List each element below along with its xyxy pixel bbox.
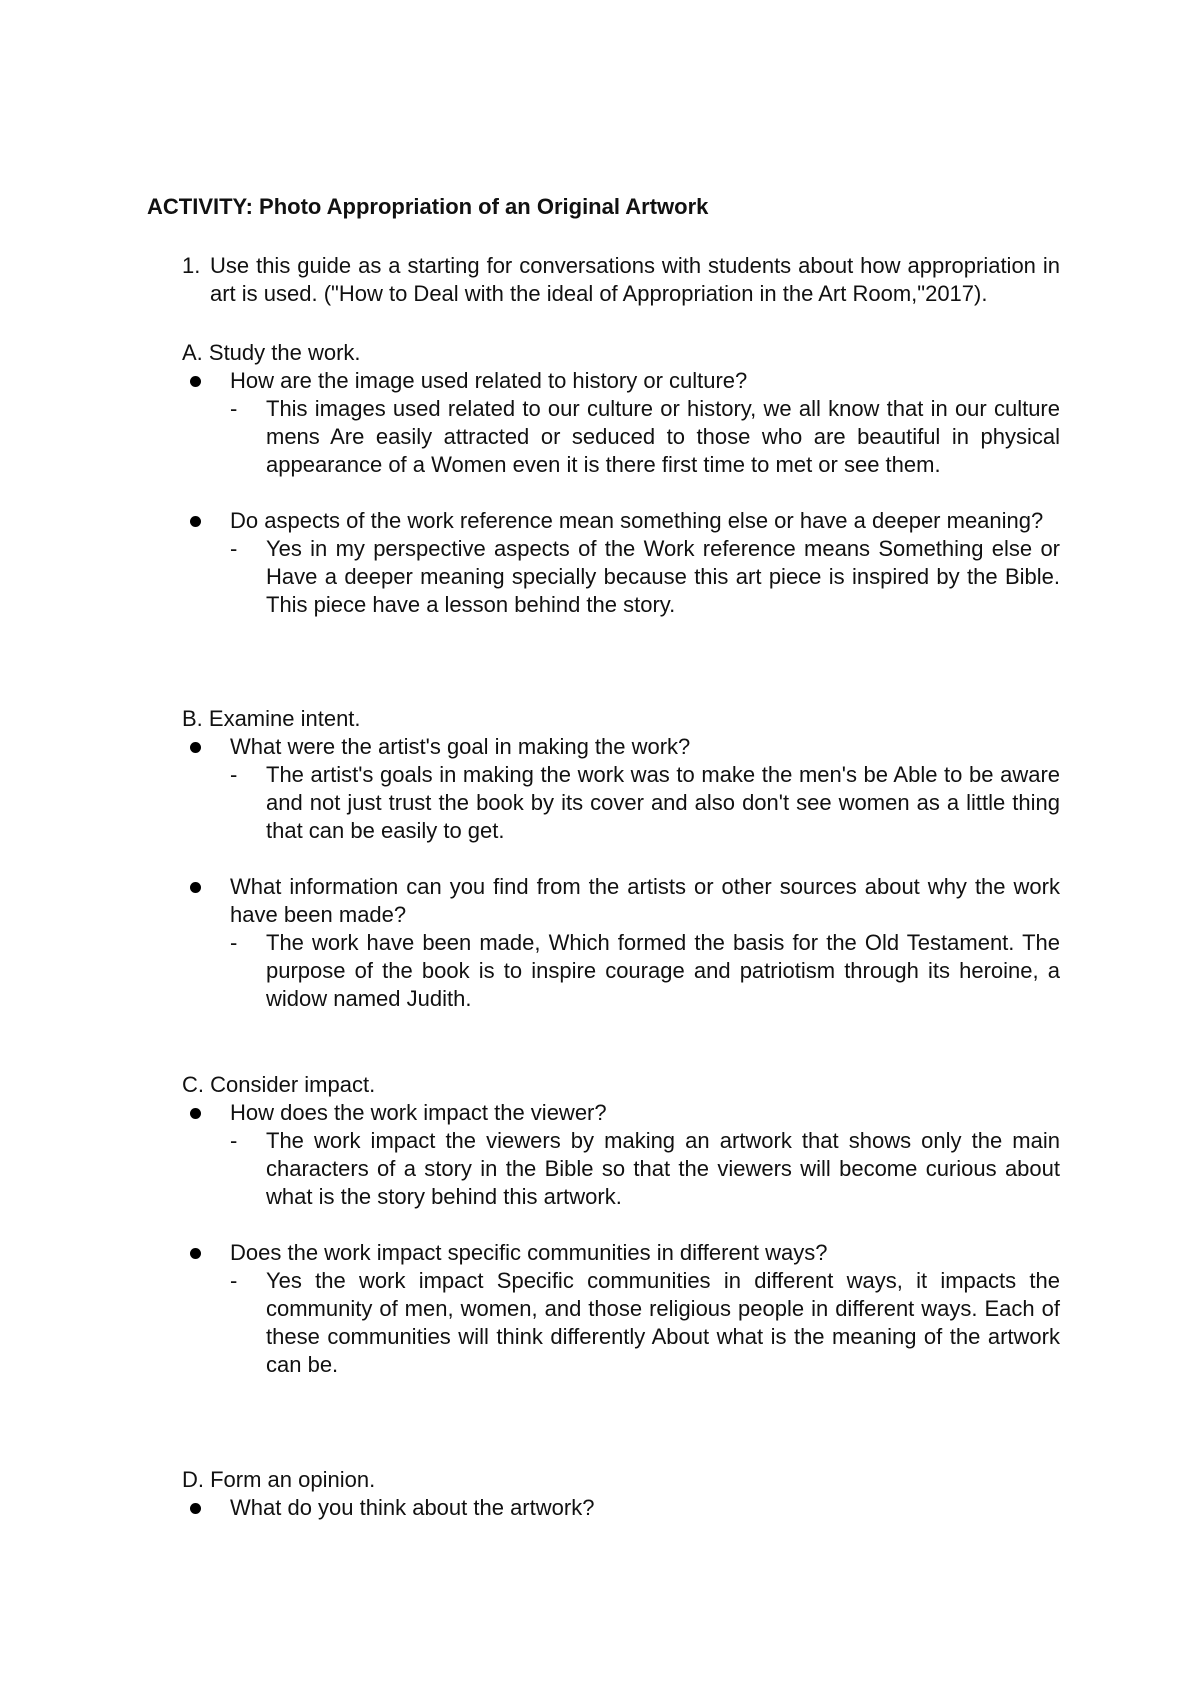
answer-item <box>182 1127 1060 1211</box>
intro-item <box>182 252 1060 308</box>
section-c <box>182 1071 1060 1379</box>
bullet-icon <box>190 376 201 387</box>
section-d-heading: D. Form an opinion. <box>182 1467 376 1492</box>
answer-text: The work have been made, Which formed the basis for the Old Testament. The purpose of the book is to inspire courage and patriotism through its heroine, a widow named Judith. <box>266 930 1060 1011</box>
question-text: What were the artist's goal in making the work? <box>230 734 691 759</box>
answer-text: The artist's goals in making the work was to make the men's be Able to be aware and not just trust the book by its cover and also don't see women as a little thing that can be easily to get. <box>266 762 1060 843</box>
question-item <box>182 873 1060 929</box>
answer-item <box>182 1267 1060 1379</box>
bullet-icon <box>190 1503 201 1514</box>
dash-marker: - <box>230 930 238 955</box>
answer-item <box>182 929 1060 1013</box>
section-b-heading: B. Examine intent. <box>182 706 361 731</box>
section-a-heading: A. Study the work. <box>182 340 361 365</box>
section-c-heading: C. Consider impact. <box>182 1072 376 1097</box>
question-text: Do aspects of the work reference mean something else or have a deeper meaning? <box>230 508 1044 533</box>
dash-marker: - <box>230 396 238 421</box>
intro-number: 1. <box>182 253 201 278</box>
bullet-icon <box>190 516 201 527</box>
question-item <box>182 1239 1060 1267</box>
answer-text: This images used related to our culture or history, we all know that in our culture mens Are easily attracted or seduced to those who are beautiful in physical appearance of a Women even it is there first time to met or see them. <box>266 396 1060 477</box>
page-title: ACTIVITY: Photo Appropriation of an Original Artwork <box>147 194 709 219</box>
question-item <box>182 1494 1060 1522</box>
answer-text: The work impact the viewers by making an artwork that shows only the main characters of a story in the Bible so that the viewers will become curious about what is the story behind this artwork. <box>266 1128 1060 1209</box>
dash-marker: - <box>230 762 238 787</box>
dash-marker: - <box>230 536 238 561</box>
answer-item <box>182 761 1060 845</box>
section-d <box>182 1466 1060 1522</box>
bullet-icon <box>190 882 201 893</box>
question-text: How are the image used related to history or culture? <box>230 368 748 393</box>
dash-marker: - <box>230 1268 238 1293</box>
question-item <box>182 367 1060 395</box>
question-text: What do you think about the artwork? <box>230 1495 595 1520</box>
intro-text: Use this guide as a starting for conversations with students about how appropriation in art is used. ("How to Deal with the ideal of Appropriation in the Art Room,"2017). <box>210 253 1060 306</box>
question-text: Does the work impact specific communities in different ways? <box>230 1240 828 1265</box>
bullet-icon <box>190 1248 201 1259</box>
section-b <box>182 705 1060 1013</box>
bullet-icon <box>190 742 201 753</box>
question-text: How does the work impact the viewer? <box>230 1100 607 1125</box>
bullet-icon <box>190 1108 201 1119</box>
answer-text: Yes in my perspective aspects of the Work reference means Something else or Have a deeper meaning specially because this art piece is inspired by the Bible. This piece have a lesson behind the story. <box>266 536 1060 617</box>
answer-item <box>182 535 1060 619</box>
answer-text: Yes the work impact Specific communities in different ways, it impacts the community of men, women, and those religious people in different ways. Each of these communities will think differently About what is the meaning of the artwork can be. <box>266 1268 1060 1377</box>
section-a <box>182 339 1060 619</box>
question-item <box>182 507 1060 535</box>
question-text: What information can you find from the artists or other sources about why the work have been made? <box>230 874 1060 927</box>
answer-item <box>182 395 1060 479</box>
dash-marker: - <box>230 1128 238 1153</box>
question-item <box>182 1099 1060 1127</box>
question-item <box>182 733 1060 761</box>
